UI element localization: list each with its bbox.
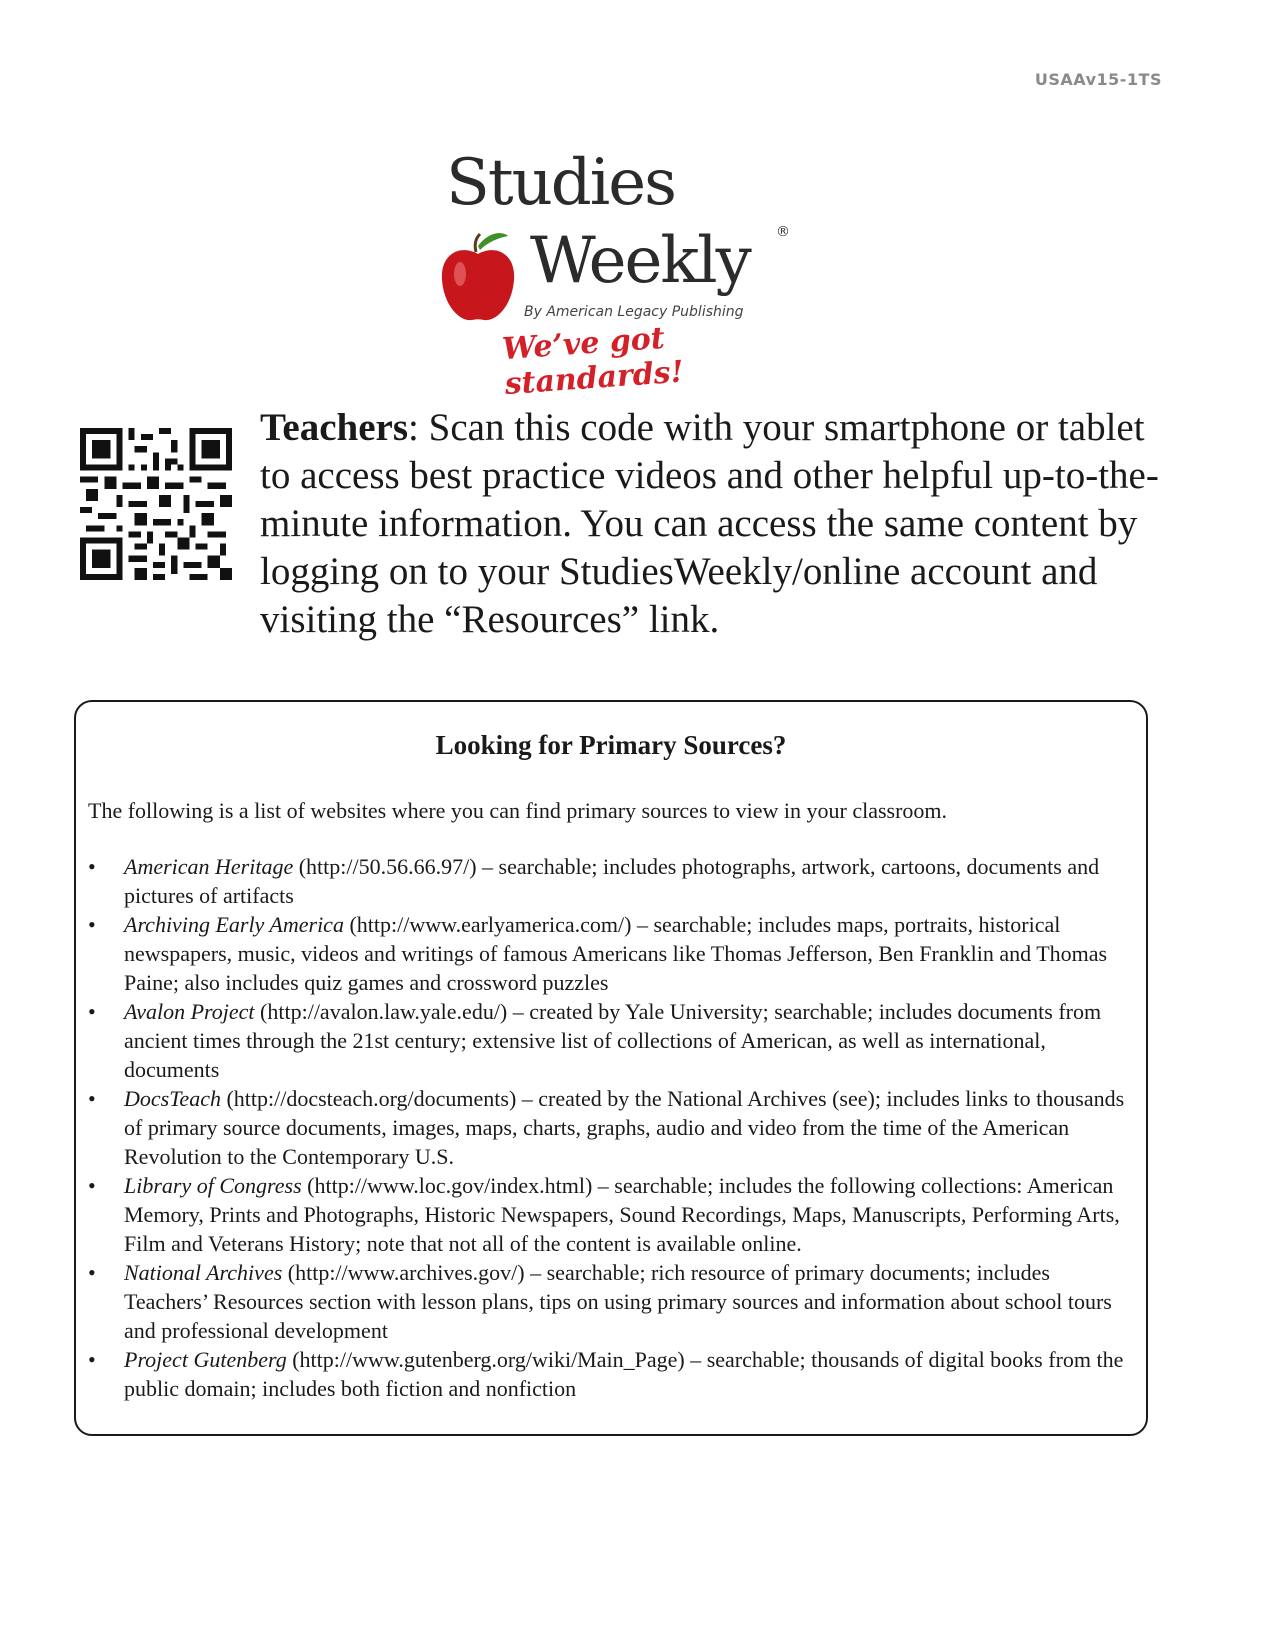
source-description: (http://avalon.law.yale.edu/) – created by Yale University; searchable; includes documents from ancient times through the 21st century; extensive list of collections of American, as well as international, documents (124, 999, 1102, 1082)
source-name: American Heritage (124, 854, 294, 879)
qr-code[interactable] (80, 428, 232, 580)
primary-sources-list (88, 852, 1138, 1403)
registered-mark: ® (776, 224, 790, 240)
primary-sources-box (74, 700, 1148, 1436)
list-item (88, 910, 1138, 997)
bullet: • (88, 854, 96, 879)
logo-weekly-text: Weekly (530, 224, 750, 298)
bullet: • (88, 1260, 96, 1285)
apple-icon (438, 224, 518, 324)
list-item (88, 852, 1138, 910)
source-description: (http://www.gutenberg.org/wiki/Main_Page) – searchable; thousands of digital books from the public domain; includes both fiction and nonfiction (124, 1347, 1124, 1401)
source-description: (http://www.loc.gov/index.html) – searchable; includes the following collections: American Memory, Prints and Photographs, Historic Newspapers, Sound Recordings, Maps, Manuscripts, Performing Arts, Film and Veterans History; note that not all of the content is available online. (124, 1173, 1120, 1256)
primary-sources-intro: The following is a list of websites where you can find primary sources to view in your classroom. (88, 798, 948, 823)
teachers-label: Teachers (260, 406, 409, 449)
source-name: DocsTeach (124, 1086, 221, 1111)
source-description: (http://www.earlyamerica.com/) – searchable; includes maps, portraits, historical newspapers, music, videos and writings of famous Americans like Thomas Jefferson, Ben Franklin and Thomas Paine; also includes quiz games and crossword puzzles (124, 912, 1108, 995)
document-code: USAAv15-1TS (1034, 70, 1162, 89)
source-name: Avalon Project (124, 999, 255, 1024)
teachers-note (260, 404, 1180, 644)
source-name: Project Gutenberg (124, 1347, 287, 1372)
teachers-note-text: : Scan this code with your smartphone or tablet to access best practice videos and other helpful up-to-the-minute information. You can access the same content by logging on to your StudiesWeekly/online account and visiting the “Resources” link. (260, 406, 1159, 641)
list-item (88, 1258, 1138, 1345)
bullet: • (88, 1173, 96, 1198)
bullet: • (88, 999, 96, 1024)
logo-tagline: We’ve got standards! (501, 320, 685, 402)
bullet: • (88, 1086, 96, 1111)
list-item (88, 1084, 1138, 1171)
source-description: (http://www.archives.gov/) – searchable; rich resource of primary documents; includes Teachers’ Resources section with lesson plans, tips on using primary sources and information about school tours and professional development (124, 1260, 1112, 1343)
list-item (88, 997, 1138, 1084)
source-name: National Archives (124, 1260, 283, 1285)
bullet: • (88, 1347, 96, 1372)
list-item (88, 1345, 1138, 1403)
logo-studies-text: Studies (446, 146, 675, 220)
primary-sources-heading: Looking for Primary Sources? (435, 730, 787, 760)
source-description: (http://docsteach.org/documents) – created by the National Archives (see); includes links to thousands of primary source documents, images, maps, charts, graphs, audio and video from the time of the American Revolution to the Contemporary U.S. (124, 1086, 1125, 1169)
source-name: Library of Congress (124, 1173, 302, 1198)
studies-weekly-logo (438, 140, 818, 402)
logo-byline: By American Legacy Publishing (524, 304, 744, 320)
source-name: Archiving Early America (124, 912, 344, 937)
list-item (88, 1171, 1138, 1258)
source-description: (http://50.56.66.97/) – searchable; includes photographs, artwork, cartoons, documents and pictures of artifacts (124, 854, 1100, 908)
bullet: • (88, 912, 96, 937)
